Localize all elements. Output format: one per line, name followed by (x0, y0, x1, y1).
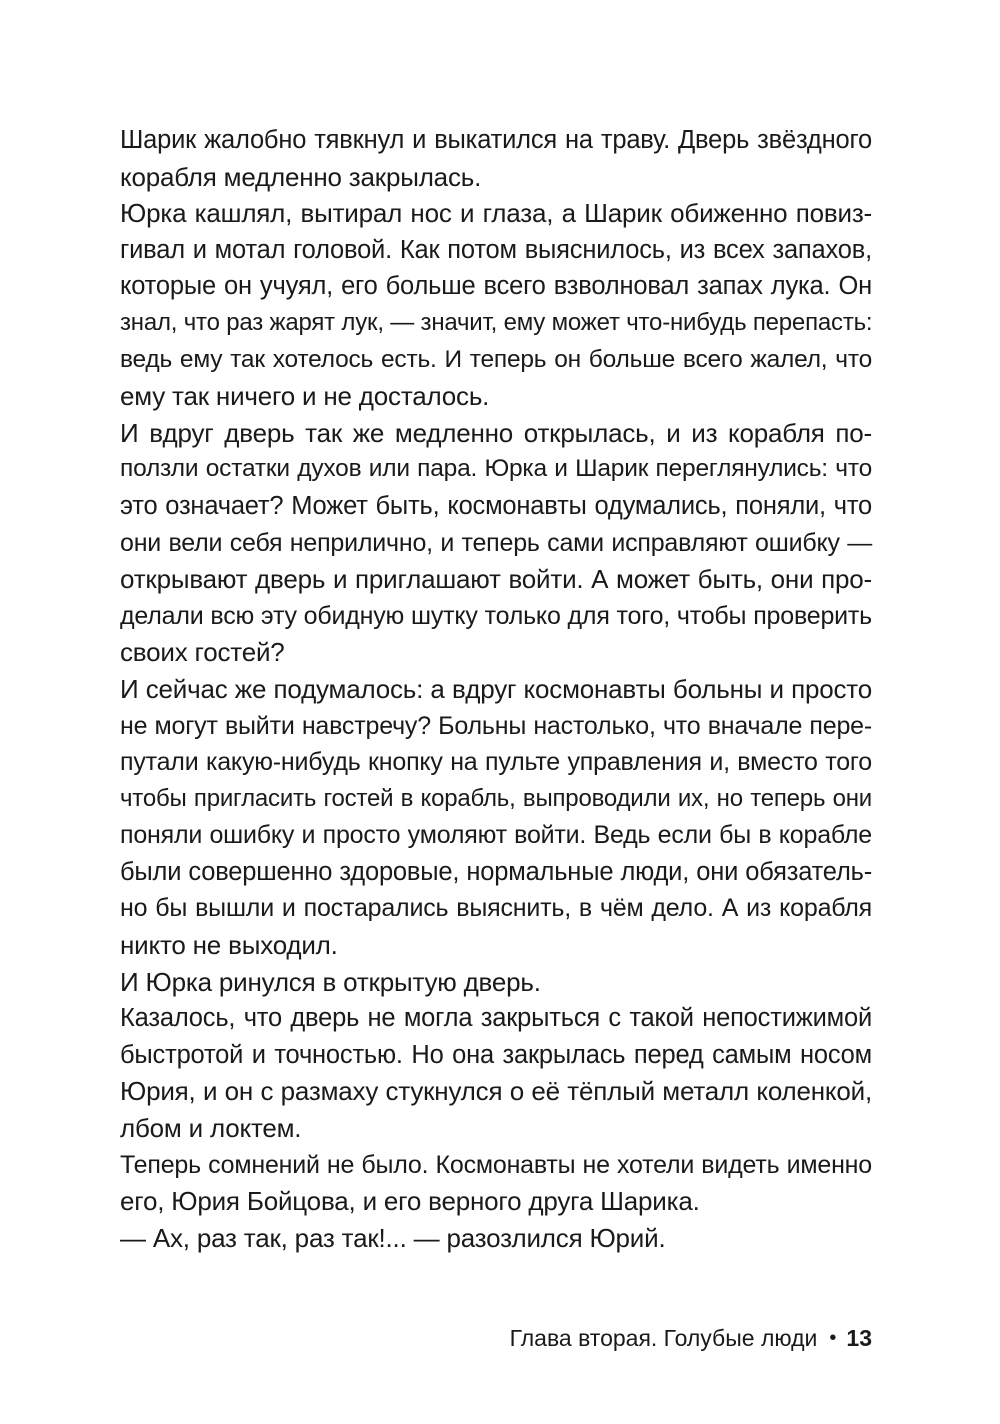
text-line: делали всю эту обидную шутку только для того, чтобы проверить (120, 601, 872, 630)
page-number: 13 (846, 1325, 872, 1351)
text-line: гивал и мотал головой. Как потом выяснилось, из всех запахов, (120, 235, 872, 264)
text-line: Шарик жалобно тявкнул и выкатился на траву. Дверь звёздного (120, 126, 872, 154)
text-line: И сейчас же подумалось: а вдруг космонавты больны и просто (120, 673, 872, 704)
text-line: ему так ничего и не досталось. (120, 381, 490, 412)
text-line: его, Юрия Бойцова, и его верного друга Шарика. (120, 1186, 700, 1217)
text-line: Теперь сомнений не было. Космонавты не хотели видеть именно (120, 1150, 872, 1179)
text-line: открывают дверь и приглашают войти. А может быть, они про- (120, 564, 872, 595)
text-line: быстротой и точностью. Но она закрылась перед самым носом (120, 1040, 872, 1069)
chapter-title: Глава вторая. Голубые люди (509, 1325, 818, 1351)
text-line: своих гостей? (120, 637, 285, 668)
text-line: И вдруг дверь так же медленно открылась, и из корабля по- (120, 417, 872, 448)
text-line: были совершенно здоровые, нормальные люди, они обязатель- (120, 857, 872, 886)
text-line: ведь ему так хотелось есть. И теперь он больше всего жалел, что (120, 345, 872, 373)
text-line: они вели себя неприлично, и теперь сами исправляют ошибку — (120, 528, 872, 557)
text-line: это означает? Может быть, космонавты одумались, поняли, что (120, 491, 872, 520)
text-line: корабля медленно закрылась. (120, 161, 482, 192)
text-line: поняли ошибку и просто умоляют войти. Ведь если бы в корабле (120, 821, 872, 850)
text-line: Казалось, что дверь не могла закрыться с такой непостижимой (120, 1004, 872, 1033)
body-text (120, 122, 872, 1256)
text-line: И Юрка ринулся в открытую дверь. (120, 966, 541, 997)
text-line: знал, что раз жарят лук, — значит, ему может что-нибудь перепасть: (120, 308, 873, 336)
text-line: путали какую-нибудь кнопку на пульте управления и, вместо того (120, 748, 872, 777)
text-line: Юрия, и он с размаху стукнулся о её тёплый металл коленкой, (120, 1076, 872, 1107)
footer-separator: • (829, 1327, 837, 1349)
text-line: Юрка кашлял, вытирал нос и глаза, а Шарик обиженно повиз- (120, 198, 872, 229)
text-line: чтобы пригласить гостей в корабль, выпроводили их, но теперь они (120, 784, 872, 812)
text-line: — Ах, раз так, раз так!... — разозлился Юрий. (120, 1222, 666, 1253)
text-line: которые он учуял, его больше всего взволновал запах лука. Он (120, 272, 872, 301)
text-line: но бы вышли и постарались выяснить, в чём дело. А из корабля (120, 894, 872, 923)
text-line: лбом и локтем. (120, 1113, 302, 1144)
text-line: не могут выйти навстречу? Больны настолько, что вначале пере- (120, 711, 872, 740)
running-footer (510, 1320, 872, 1356)
text-line: ползли остатки духов или пара. Юрка и Шарик переглянулись: что (120, 455, 872, 483)
text-line: никто не выходил. (120, 930, 338, 961)
